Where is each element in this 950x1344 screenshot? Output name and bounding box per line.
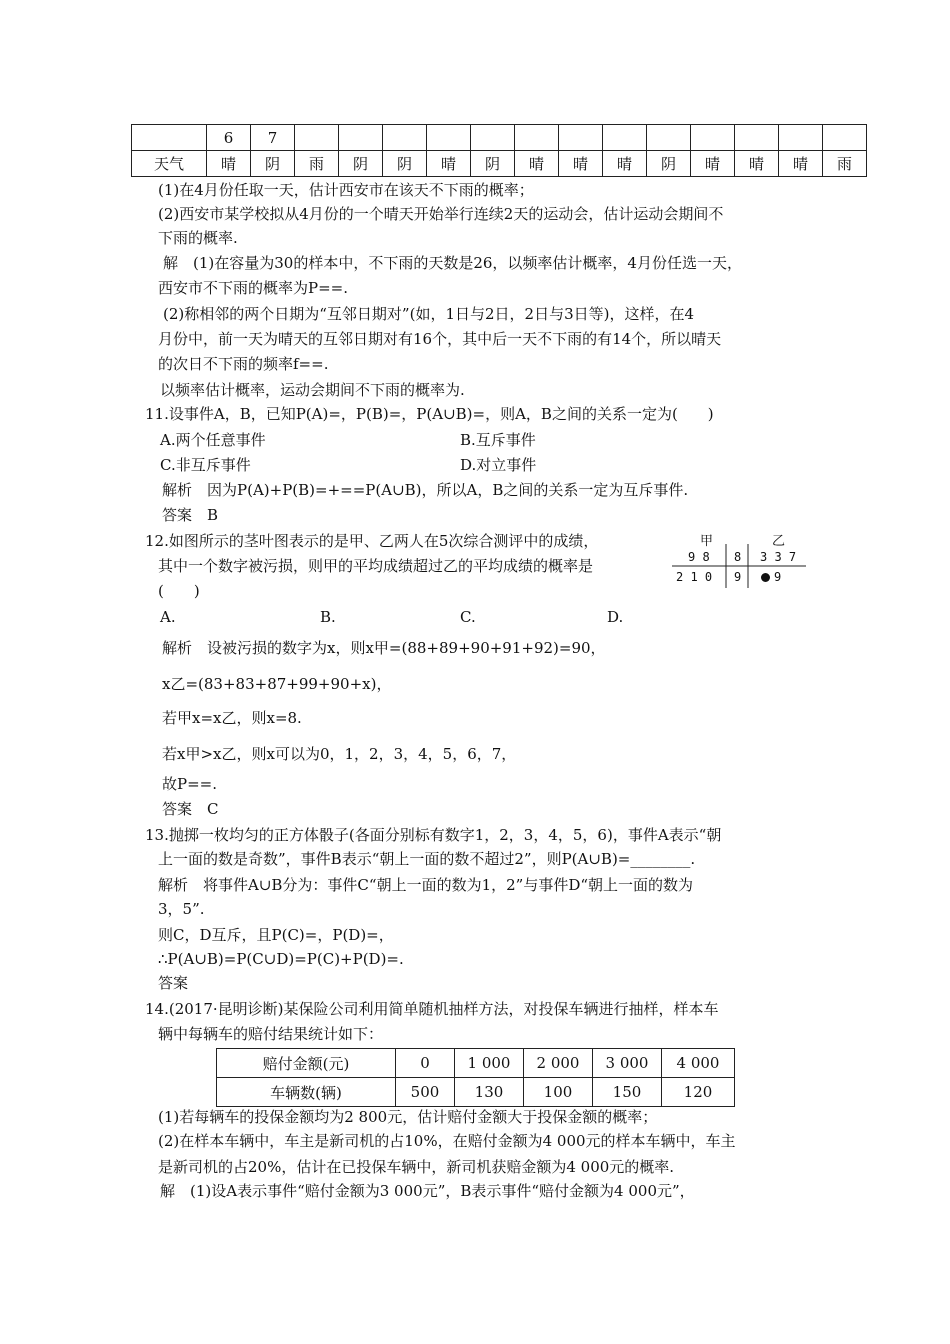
table-cell <box>559 125 603 151</box>
q11-analysis: 解析 因为P(A)+P(B)=+==P(A∪B)，所以A，B之间的关系一定为互斥事件. <box>162 481 689 499</box>
table-cell: 100 <box>524 1078 593 1107</box>
q10-solution2-line3: 的次日不下雨的频率f==. <box>158 355 329 373</box>
table-cell: 130 <box>455 1078 524 1107</box>
q11-option-d: D.对立事件 <box>460 456 537 474</box>
plot-row2-right: 9 <box>774 570 782 584</box>
q11-option-a: A.两个任意事件 <box>160 431 266 449</box>
q12-answer: 答案 C <box>162 800 219 818</box>
q10-part2-line1: (2)西安市某学校拟从4月份的一个晴天开始举行连续2天的运动会，估计运动会期间不 <box>158 205 724 223</box>
table-cell: 晴 <box>691 151 735 177</box>
q10-part2-line2: 下雨的概率. <box>158 229 238 247</box>
table-cell: 120 <box>662 1078 735 1107</box>
table-cell: 晴 <box>207 151 251 177</box>
plot-row2-stem: 9 <box>734 570 742 584</box>
q11-stem: 11.设事件A，B，已知P(A)=，P(B)=，P(A∪B)=，则A，B之间的关系一定为( ) <box>145 405 714 423</box>
table-cell: 150 <box>593 1078 662 1107</box>
table-cell: 车辆数(辆) <box>217 1078 396 1107</box>
plot-row1-right: 3 3 7 <box>760 550 797 564</box>
plot-row1-stem: 8 <box>734 550 742 564</box>
q12-stem-line2: 其中一个数字被污损，则甲的平均成绩超过乙的平均成绩的概率是 <box>158 557 594 575</box>
stem-leaf-plot <box>672 530 812 590</box>
q14-stem-line2: 辆中每辆车的赔付结果统计如下： <box>158 1025 384 1043</box>
q11-answer: 答案 B <box>162 506 219 524</box>
q10-solution1-line2: 西安市不下雨的概率为P==. <box>158 279 348 297</box>
q10-solution1-line1: 解 (1)在容量为30的样本中，不下雨的天数是26，以频率估计概率，4月份任选一天， <box>163 254 742 272</box>
claims-table <box>216 1048 735 1107</box>
q11-option-c: C.非互斥事件 <box>160 456 251 474</box>
plot-head-jia: 甲 <box>700 534 714 549</box>
table-cell: 500 <box>396 1078 455 1107</box>
table-cell <box>647 125 691 151</box>
table-cell: 赔付金额(元) <box>217 1049 396 1078</box>
table-cell <box>691 125 735 151</box>
q14-part2-line2: 是新司机的占20%，估计在已投保车辆中，新司机获赔金额为4 000元的概率. <box>158 1158 675 1176</box>
q12-option-d: D. <box>607 608 624 626</box>
table-cell <box>471 125 515 151</box>
weather-table-row <box>132 151 867 177</box>
q12-stem-line1: 12.如图所示的茎叶图表示的是甲、乙两人在5次综合测评中的成绩， <box>145 532 599 550</box>
q10-part1: (1)在4月份任取一天，估计西安市在该天不下雨的概率； <box>158 181 534 199</box>
q13-stem-line1: 13.抛掷一枚均匀的正方体骰子(各面分别标有数字1，2，3，4，5，6)，事件A表示“朝 <box>145 826 722 844</box>
table-cell: 6 <box>207 125 251 151</box>
q12-analysis-line4: 若x甲>x乙，则x可以为0，1，2，3，4，5，6，7， <box>162 745 517 763</box>
table-cell: 2 000 <box>524 1049 593 1078</box>
q11-option-b: B.互斥事件 <box>460 431 536 449</box>
q12-option-c: C. <box>460 608 476 626</box>
table-cell: 7 <box>251 125 295 151</box>
table-cell <box>427 125 471 151</box>
table-cell <box>132 125 207 151</box>
q13-analysis-line4: ∴P(A∪B)=P(C∪D)=P(C)+P(D)=. <box>158 950 404 968</box>
weather-table-row <box>132 125 867 151</box>
q12-analysis-line1: 解析 设被污损的数字为x，则x甲=(88+89+90+91+92)=90， <box>162 639 606 657</box>
q13-answer: 答案 <box>158 974 189 992</box>
table-cell <box>515 125 559 151</box>
table-cell: 晴 <box>779 151 823 177</box>
q12-option-a: A. <box>160 608 176 626</box>
q12-analysis-line2: x乙=(83+83+87+99+90+x)， <box>162 675 392 693</box>
table-cell: 阴 <box>471 151 515 177</box>
table-cell: 晴 <box>603 151 647 177</box>
table-cell: 雨 <box>823 151 867 177</box>
plot-lines <box>672 530 812 590</box>
q10-solution3: 以频率估计概率，运动会期间不下雨的概率为. <box>160 381 465 399</box>
q12-option-b: B. <box>320 608 336 626</box>
q13-analysis-line1: 解析 将事件A∪B分为：事件C“朝上一面的数为1，2”与事件D“朝上一面的数为 <box>158 876 694 894</box>
q13-analysis-line3: 则C，D互斥，且P(C)=，P(D)=， <box>158 926 394 944</box>
plot-row2-left: 2 1 0 <box>676 570 713 584</box>
q14-solution-line1: 解 (1)设A表示事件“赔付金额为3 000元”，B表示事件“赔付金额为4 000元”， <box>160 1182 695 1200</box>
q10-solution2-line2: 月份中，前一天为晴天的互邻日期对有16个，其中后一天不下雨的有14个，所以晴天 <box>158 330 722 348</box>
table-cell <box>735 125 779 151</box>
table-cell: 阴 <box>647 151 691 177</box>
table-cell: 阴 <box>251 151 295 177</box>
plot-head-yi: 乙 <box>772 534 786 549</box>
q12-analysis-line5: 故P==. <box>162 775 217 793</box>
q14-part1: (1)若每辆车的投保金额均为2 800元，估计赔付金额大于投保金额的概率； <box>158 1108 658 1126</box>
table-cell: 阴 <box>339 151 383 177</box>
table-cell <box>295 125 339 151</box>
table-cell: 3 000 <box>593 1049 662 1078</box>
table-cell: 晴 <box>427 151 471 177</box>
table-cell: 晴 <box>559 151 603 177</box>
q13-analysis-line2: 3，5”. <box>158 900 205 918</box>
table-cell: 天气 <box>132 151 207 177</box>
q13-stem-line2: 上一面的数是奇数”，事件B表示“朝上一面的数不超过2”，则P(A∪B)=________. <box>158 850 696 868</box>
q14-part2-line1: (2)在样本车辆中，车主是新司机的占10%，在赔付金额为4 000元的样本车辆中，车主 <box>158 1132 736 1150</box>
table-cell: 阴 <box>383 151 427 177</box>
q12-analysis-line3: 若甲x=x乙，则x=8. <box>162 709 302 727</box>
weather-table <box>131 124 867 177</box>
table-cell: 雨 <box>295 151 339 177</box>
table-cell <box>603 125 647 151</box>
q10-solution2-line1: (2)称相邻的两个日期为“互邻日期对”(如，1日与2日，2日与3日等)，这样，在4 <box>163 305 695 323</box>
table-row <box>217 1049 735 1078</box>
plot-row1-left: 9 8 <box>688 550 710 564</box>
table-cell: 晴 <box>735 151 779 177</box>
table-cell <box>383 125 427 151</box>
table-cell <box>779 125 823 151</box>
table-cell: 4 000 <box>662 1049 735 1078</box>
q12-stem-line3: ( ) <box>158 582 200 600</box>
table-row <box>217 1078 735 1107</box>
table-cell <box>339 125 383 151</box>
table-cell: 0 <box>396 1049 455 1078</box>
table-cell: 晴 <box>515 151 559 177</box>
q14-stem-line1: 14.(2017·昆明诊断)某保险公司利用简单随机抽样方法，对投保车辆进行抽样，样本车 <box>145 1000 719 1018</box>
table-cell <box>823 125 867 151</box>
table-cell: 1 000 <box>455 1049 524 1078</box>
